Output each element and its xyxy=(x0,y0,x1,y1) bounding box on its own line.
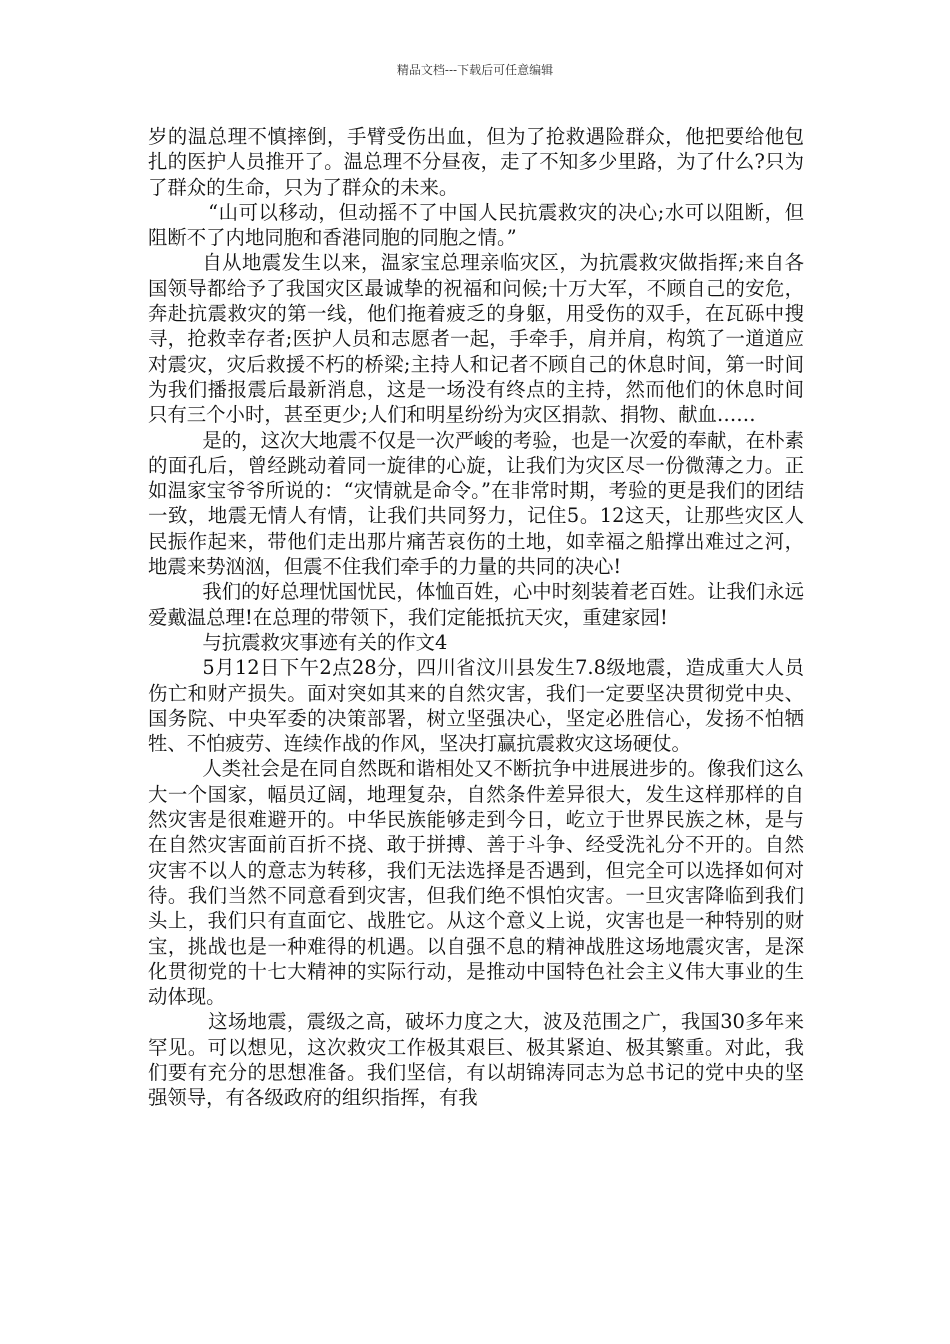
paragraph-3: 自从地震发生以来，温家宝总理亲临灾区，为抗震救灾做指挥;来自各国领导都给予了我国灾区最诚挚的祝福和问候;十万大军，不顾自己的安危，奔赴抗震救灾的第一线，他们拖着疲乏的身躯，用受伤的双手，在瓦砾中搜寻，抢救幸存者;医护人员和志愿者一起，手牵手，肩并肩，构筑了一道道应对震灾，灾后救援不朽的桥梁;主持人和记者不顾自己的休息时间，第一时间为我们播报震后最新消息，这是一场没有终点的主持，然而他们的休息时间只有三个小时，甚至更少;人们和明星纷纷为灾区捐款、捐物、献血…… xyxy=(148,251,804,427)
paragraph-4: 是的，这次大地震不仅是一次严峻的考验，也是一次爱的奉献，在朴素的面孔后，曾经跳动着同一旋律的心旋，让我们为灾区尽一份微薄之力。正如温家宝爷爷所说的：“灾情就是命令。”在非常时期，考验的更是我们的团结一致，地震无情人有情，让我们共同努力，记住5。12这天，让那些灾区人民振作起来，带他们走出那片痛苦哀伤的土地，如幸福之船撑出难过之河，地震来势汹汹，但震不住我们牵手的力量的共同的决心! xyxy=(148,428,804,579)
paragraph-6: 5月12日下午2点28分，四川省汶川县发生7.8级地震，造成重大人员伤亡和财产损失。面对突如其来的自然灾害，我们一定要坚决贯彻党中央、国务院、中央军委的决策部署，树立坚强决心，坚定必胜信心，发扬不怕牺牲、不怕疲劳、连续作战的作风，坚决打赢抗震救灾这场硬仗。 xyxy=(148,656,804,756)
document-body xyxy=(148,124,804,1111)
paragraph-5: 我们的好总理忧国忧民，体恤百姓，心中时刻装着老百姓。让我们永远爱戴温总理!在总理的带领下，我们定能抵抗天灾，重建家园! xyxy=(148,580,804,629)
paragraph-7: 人类社会是在同自然既和谐相处又不断抗争中进展进步的。像我们这么大一个国家，幅员辽阔，地理复杂，自然条件差异很大，发生这样那样的自然灾害是很难避开的。中华民族能够走到今日，屹立于世界民族之林，是与在自然灾害面前百折不挠、敢于拼搏、善于斗争、经受洗礼分不开的。自然灾害不以人的意志为转移，我们无法选择是否遇到，但完全可以选择如何对待。我们当然不同意看到灾害，但我们绝不惧怕灾害。一旦灾害降临到我们头上，我们只有直面它、战胜它。从这个意义上说，灾害也是一种特别的财宝，挑战也是一种难得的机遇。以自强不息的精神战胜这场地震灾害，是深化贯彻党的十七大精神的实际行动，是推动中国特色社会主义伟大事业的生动体现。 xyxy=(148,757,804,1009)
paragraph-8: 这场地震，震级之高，破坏力度之大，波及范围之广，我国30多年来罕见。可以想见，这次救灾工作极其艰巨、极其紧迫、极其繁重。对此，我们要有充分的思想准备。我们坚信，有以胡锦涛同志为总书记的党中央的坚强领导，有各级政府的组织指挥，有我 xyxy=(148,1010,804,1110)
page-header: 精品文档---下载后可任意编辑 xyxy=(396,63,554,77)
paragraph-1: 岁的温总理不慎摔倒，手臂受伤出血，但为了抢救遇险群众，他把要给他包扎的医护人员推开了。温总理不分昼夜，走了不知多少里路，为了什么?只为了群众的生命，只为了群众的未来。 xyxy=(148,125,804,199)
paragraph-2: “山可以移动，但动摇不了中国人民抗震救灾的决心;水可以阻断，但阻断不了内地同胞和香港同胞的同胞之情。” xyxy=(148,200,804,250)
section-title: 与抗震救灾事迹有关的作文4 xyxy=(202,630,448,654)
